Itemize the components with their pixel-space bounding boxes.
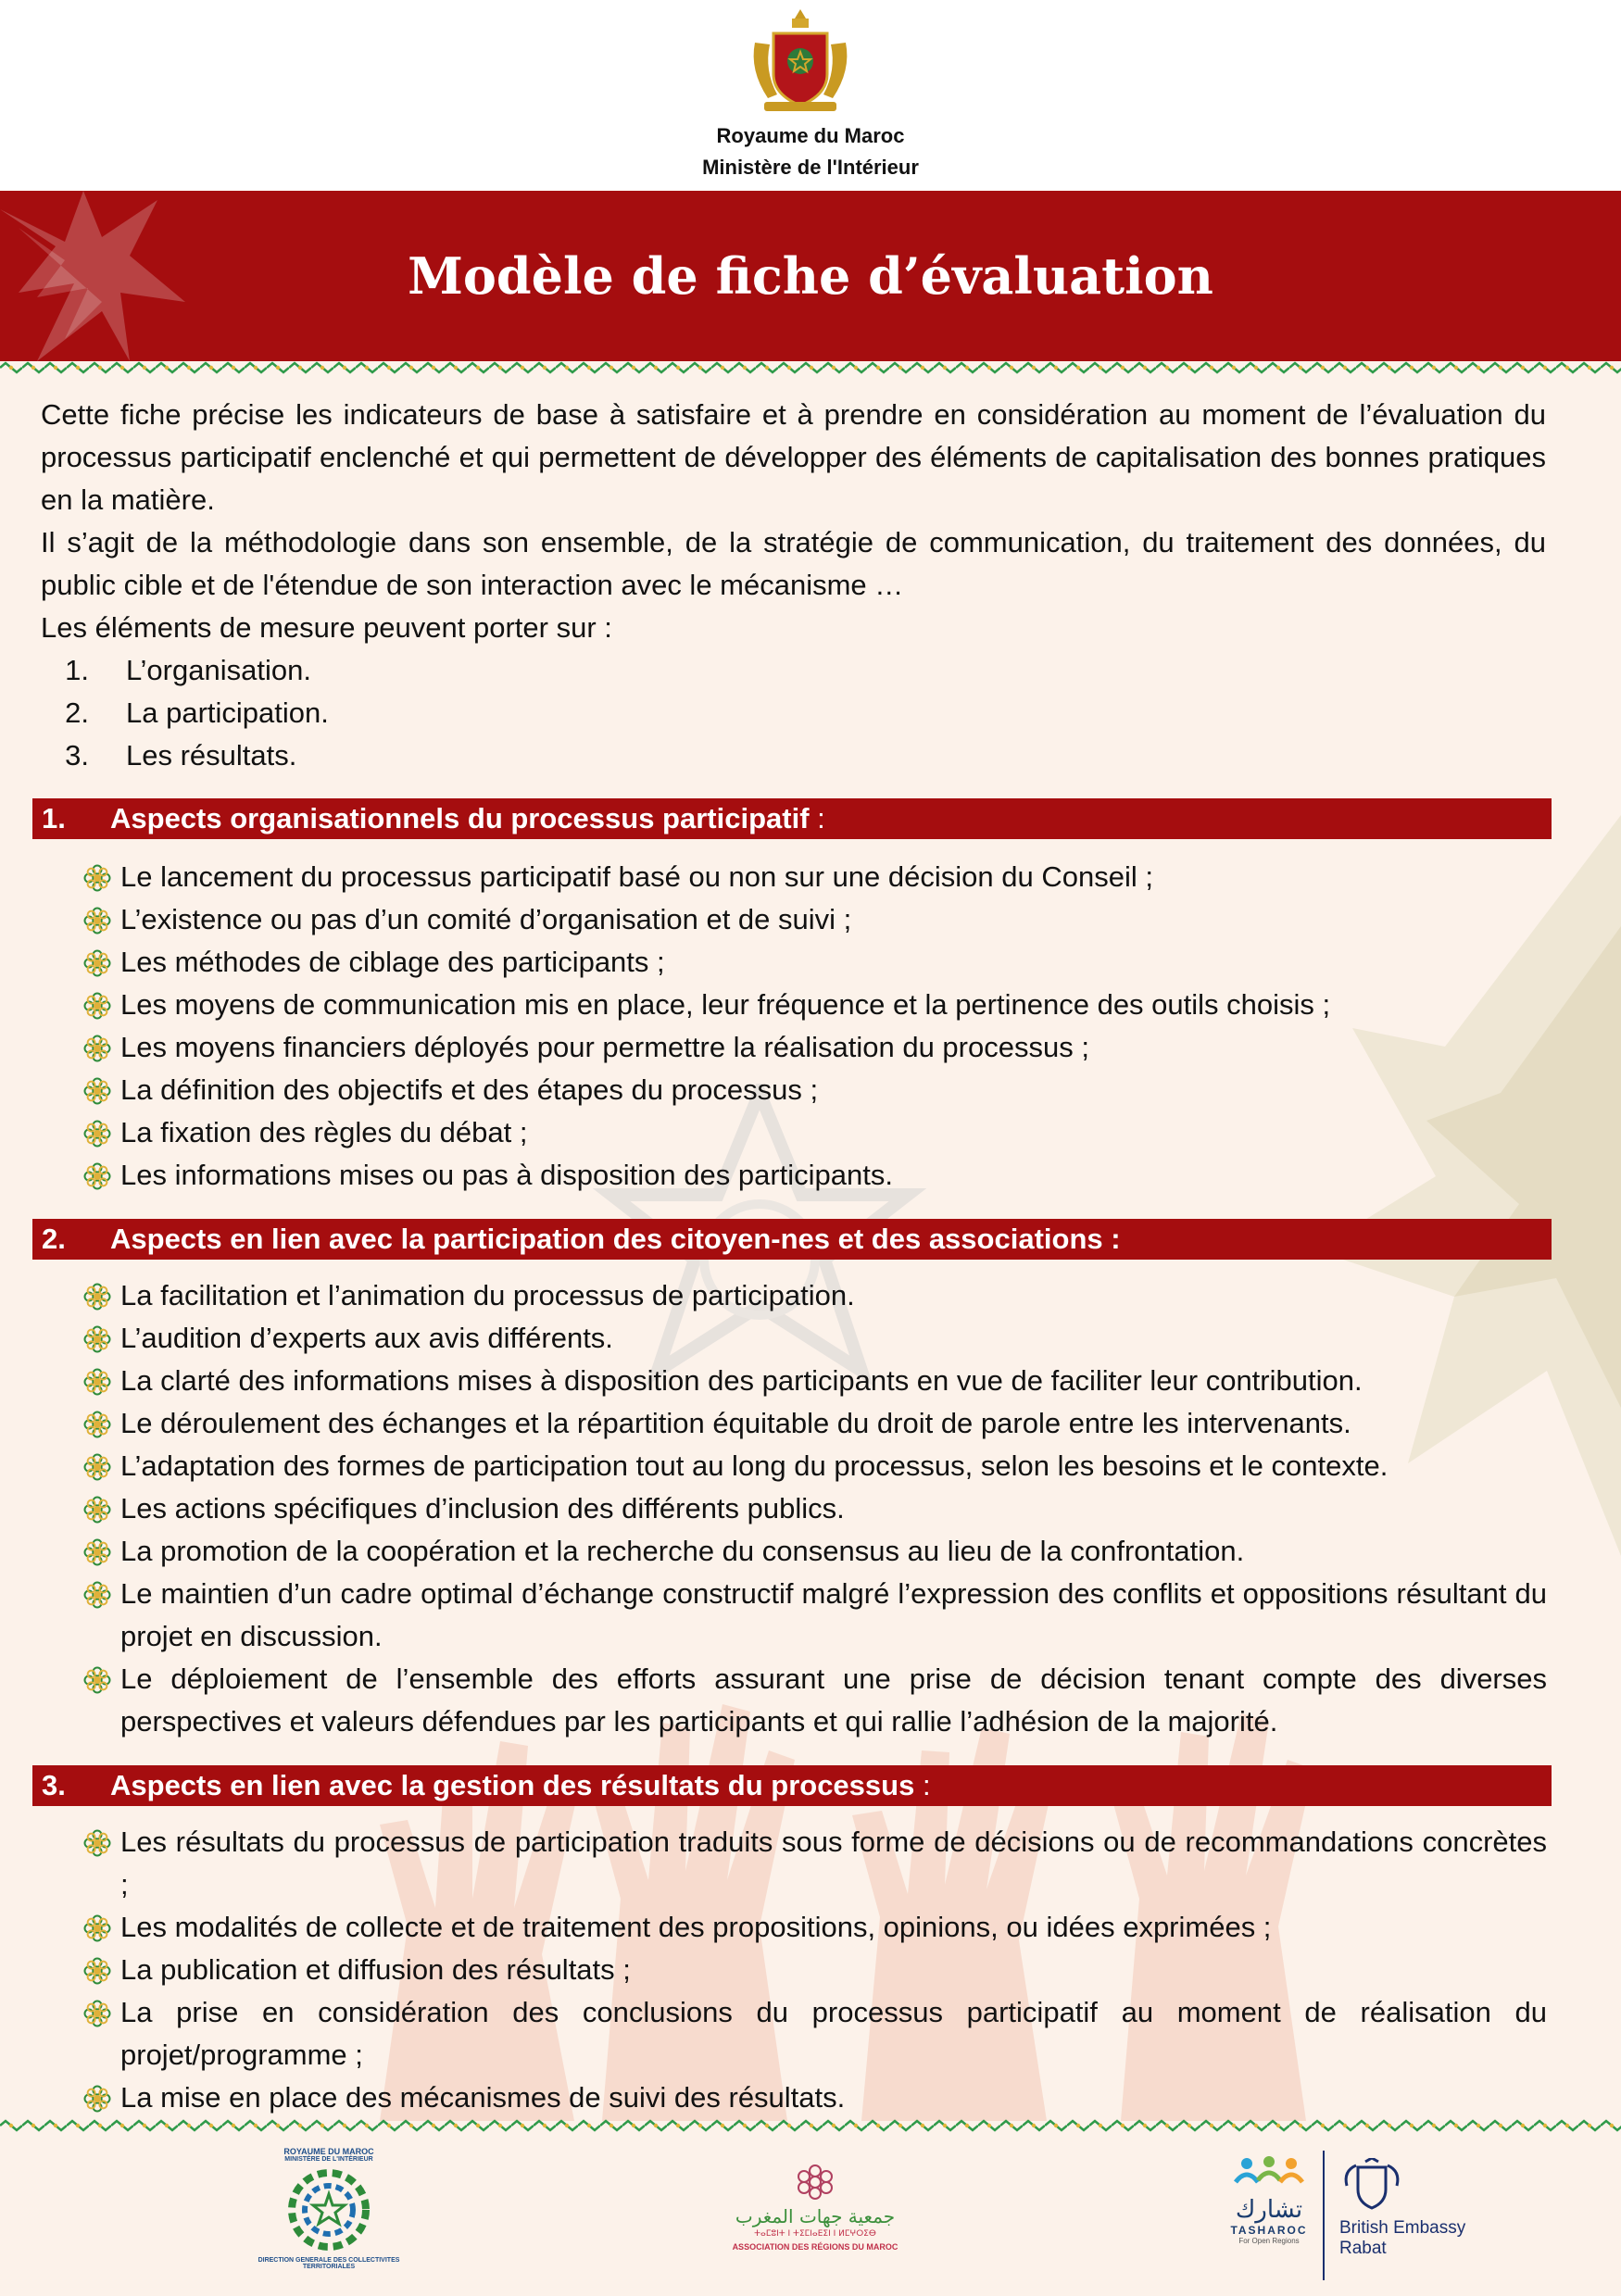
list-item-text: Les modalités de collecte et de traitement des propositions, opinions, ou idées exprimées ;	[120, 1911, 1272, 1943]
decorative-pattern-strip-bottom	[0, 2119, 1621, 2132]
list-item	[83, 1111, 1547, 1154]
list-item	[83, 2076, 1547, 2119]
tasharoc-arabic-text: تشارك	[1235, 2196, 1303, 2224]
list-item-text: La fixation des règles du débat ;	[120, 1116, 528, 1148]
organisation-criteria-list	[83, 856, 1547, 1197]
embassy-name-line2: Rabat	[1339, 2239, 1387, 2258]
flower-bullet-icon	[83, 864, 111, 892]
list-item-text: La mise en place des mécanismes de suivi des résultats.	[120, 2081, 846, 2114]
tasharoc-people-icon	[1232, 2154, 1306, 2191]
embassy-name-line1: British Embassy	[1339, 2218, 1466, 2238]
section-title: Aspects organisationnels du processus participatif	[110, 802, 810, 834]
list-item-text: Le lancement du processus participatif basé ou non sur une décision du Conseil ;	[120, 860, 1153, 893]
coat-of-arms-emblem	[746, 6, 855, 117]
list-item	[83, 1487, 1547, 1530]
dgct-kingdom-text: ROYAUME DU MAROC	[283, 2147, 374, 2156]
document-title: Modèle de fiche d’évaluation	[408, 246, 1213, 306]
list-item-text: Le déploiement de l’ensemble des efforts assurant une prise de décision tenant compte des diverses perspectives et valeurs défendues par les participants et qui rallie l’adhésion de la majorité.	[120, 1662, 1547, 1738]
flower-bullet-icon	[83, 907, 111, 935]
list-item-text: La clarté des informations mises à disposition des participants en vue de faciliter leur contribution.	[120, 1364, 1363, 1397]
list-item	[83, 1445, 1547, 1487]
list-number: 2.	[65, 696, 89, 729]
british-embassy-logo	[1339, 2158, 1488, 2278]
flower-bullet-icon	[83, 1368, 111, 1396]
flower-bullet-icon	[83, 1666, 111, 1694]
measure-list	[41, 649, 1546, 777]
title-banner	[0, 191, 1621, 361]
flower-bullet-icon	[83, 1120, 111, 1148]
list-item-text: Les informations mises ou pas à disposition des participants.	[120, 1159, 893, 1191]
list-item	[83, 1573, 1547, 1658]
flower-bullet-icon	[83, 1077, 111, 1105]
list-text: La participation.	[126, 696, 329, 729]
list-item	[83, 1530, 1547, 1573]
section-colon: :	[914, 1769, 931, 1801]
list-item	[83, 1658, 1547, 1743]
ministry-name: Ministère de l'Intérieur	[702, 156, 919, 179]
flower-bullet-icon	[83, 1538, 111, 1566]
flower-bullet-icon	[83, 949, 111, 977]
flower-bullet-icon	[83, 1411, 111, 1438]
list-item-text: Les méthodes de ciblage des participants ;	[120, 946, 665, 978]
list-item-text: La définition des objectifs et des étapes du processus ;	[120, 1073, 819, 1106]
list-item	[41, 734, 1546, 777]
flower-bullet-icon	[83, 1453, 111, 1481]
flower-bullet-icon	[83, 1162, 111, 1190]
list-item	[83, 1317, 1547, 1360]
intro-paragraph: Les éléments de mesure peuvent porter sur :	[41, 611, 612, 644]
list-item	[83, 1154, 1547, 1197]
arm-tifinagh-text: ⵜⴰⵎⵓⵏⵜ ⵏ ⵜⵉⵎⵏⴰⴹⵉⵏ ⵏ ⵍⵎⵖⵔⵉⴱ	[754, 2229, 876, 2239]
section-colon: :	[809, 802, 825, 834]
arm-arabic-text: جمعية جهات المغرب	[735, 2205, 896, 2227]
tasharoc-logo	[1223, 2154, 1315, 2284]
section-header-participation	[32, 1219, 1552, 1260]
logo-divider	[1323, 2151, 1325, 2280]
list-item-text: L’audition d’experts aux avis différents.	[120, 1322, 613, 1354]
list-item	[83, 1949, 1547, 1991]
list-item	[83, 1274, 1547, 1317]
section-number: 1.	[42, 802, 66, 834]
list-item-text: La facilitation et l’animation du processus de participation.	[120, 1279, 855, 1311]
flower-bullet-icon	[83, 2000, 111, 2027]
list-item	[83, 856, 1547, 898]
arm-flower-icon	[787, 2164, 843, 2201]
flower-bullet-icon	[83, 1035, 111, 1062]
section-title: Aspects en lien avec la gestion des résultats du processus	[110, 1769, 915, 1801]
list-item-text: Les moyens financiers déployés pour permettre la réalisation du processus ;	[120, 1031, 1089, 1063]
dgct-logo	[236, 2147, 421, 2286]
flower-bullet-icon	[83, 1496, 111, 1524]
list-item	[83, 984, 1547, 1026]
dgct-ministry-text: MINISTÈRE DE L'INTÉRIEUR	[284, 2156, 373, 2163]
flower-bullet-icon	[83, 1581, 111, 1609]
arm-french-text: ASSOCIATION DES RÉGIONS DU MAROC	[732, 2242, 898, 2252]
list-item-text: L’existence ou pas d’un comité d’organisation et de suivi ;	[120, 903, 852, 935]
flower-bullet-icon	[83, 1957, 111, 1985]
flower-bullet-icon	[83, 1914, 111, 1942]
section-number: 2.	[42, 1223, 66, 1255]
list-item	[41, 649, 1546, 692]
tasharoc-name-text: TASHAROC	[1230, 2224, 1308, 2237]
decorative-pattern-strip-top	[0, 361, 1621, 374]
list-item-text: Les résultats du processus de participation traduits sous forme de décisions ou de recommandations concrètes ;	[120, 1826, 1547, 1901]
intro-paragraph: Il s’agit de la méthodologie dans son ensemble, de la stratégie de communication, du traitement des données, du public cible et de l'étendue de son interaction avec le mécanisme …	[41, 526, 1546, 601]
list-item	[41, 692, 1546, 734]
kingdom-name: Royaume du Maroc	[716, 124, 905, 147]
list-item	[83, 1991, 1547, 2076]
flower-bullet-icon	[83, 2085, 111, 2113]
flower-bullet-icon	[83, 992, 111, 1020]
intro-paragraph: Cette fiche précise les indicateurs de base à satisfaire et à prendre en considération au moment de l’évaluation du processus participatif enclenché et qui permettent de développer des éléments de capitalisation des bonnes pratiques en la matière.	[41, 398, 1546, 516]
list-item-text: La prise en considération des conclusions du processus participatif au moment de réalisation du projet/programme ;	[120, 1996, 1547, 2071]
list-item	[83, 1069, 1547, 1111]
list-item	[83, 941, 1547, 984]
list-item	[83, 1402, 1547, 1445]
dgct-direction-text: DIRECTION GENERALE DES COLLECTIVITES TERRITORIALES	[258, 2257, 400, 2270]
list-item	[83, 1906, 1547, 1949]
tasharoc-tagline-text: For Open Regions	[1238, 2237, 1300, 2245]
list-item-text: Les actions spécifiques d’inclusion des différents publics.	[120, 1492, 845, 1524]
flower-bullet-icon	[83, 1325, 111, 1353]
results-criteria-list	[83, 1821, 1547, 2119]
list-item-text: La promotion de la coopération et la recherche du consensus au lieu de la confrontation.	[120, 1535, 1245, 1567]
arm-logo	[713, 2164, 917, 2275]
royal-crest-icon	[1339, 2158, 1404, 2214]
list-item-text: Le maintien d’un cadre optimal d’échange constructif malgré l’expression des conflits et oppositions résultant du projet en discussion.	[120, 1577, 1547, 1652]
list-item-text: L’adaptation des formes de participation tout au long du processus, selon les besoins et le contexte.	[120, 1449, 1389, 1482]
section-title: Aspects en lien avec la participation des citoyen-nes et des associations :	[110, 1223, 1121, 1255]
list-item-text: La publication et diffusion des résultats ;	[120, 1953, 631, 1986]
flower-bullet-icon	[83, 1829, 111, 1857]
list-item-text: Les moyens de communication mis en place, leur fréquence et la pertinence des outils choisis ;	[120, 988, 1331, 1021]
participation-criteria-list	[83, 1274, 1547, 1743]
list-text: L’organisation.	[126, 654, 311, 686]
section-number: 3.	[42, 1769, 66, 1801]
list-text: Les résultats.	[126, 739, 297, 772]
dgct-star-icon	[287, 2168, 371, 2252]
list-item	[83, 1026, 1547, 1069]
list-item-text: Le déroulement des échanges et la répartition équitable du droit de parole entre les intervenants.	[120, 1407, 1351, 1439]
section-header-results	[32, 1765, 1552, 1806]
list-item	[83, 1821, 1547, 1906]
list-item	[83, 1360, 1547, 1402]
list-number: 1.	[65, 654, 89, 686]
flower-bullet-icon	[83, 1283, 111, 1311]
list-number: 3.	[65, 739, 89, 772]
intro-text	[41, 394, 1546, 777]
section-header-organisation	[32, 798, 1552, 839]
list-item	[83, 898, 1547, 941]
